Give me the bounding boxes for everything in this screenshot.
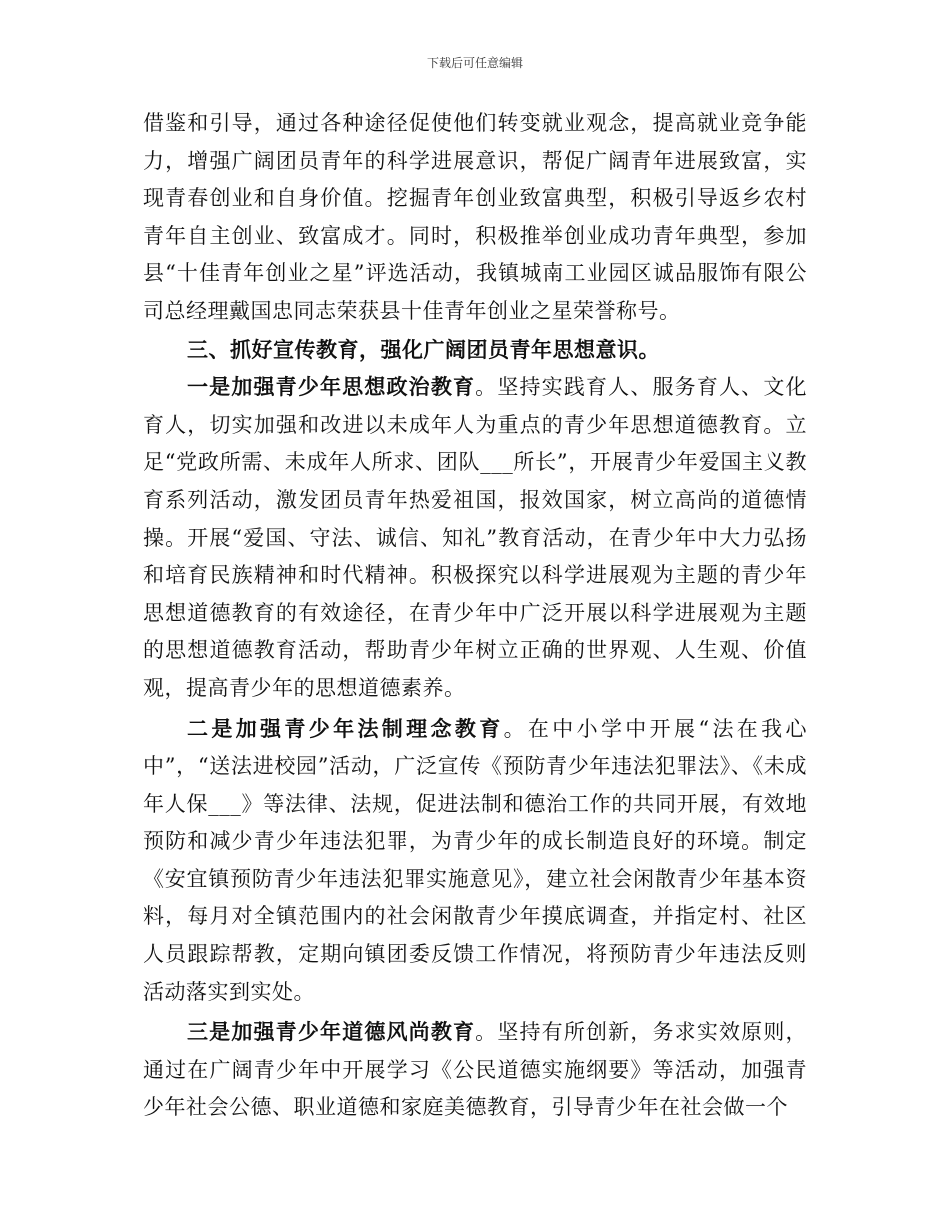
paragraph-moral-education [143, 1013, 807, 1127]
paragraph-text: 借鉴和引导，通过各种途径促使他们转变就业观念，提高就业竞争能力，增强广阔团员青年的科学进展意识，帮促广阔青年进展致富，实现青春创业和自身价值。挖掘青年创业致富典型，积极引导返乡农村青年自主创业、致富成才。同时，积极推举创业成功青年典型，参加县“十佳青年创业之星”评选活动，我镇城南工业园区诚品服饰有限公司总经理戴国忠同志荣获县十佳青年创业之星荣誉称号。 [143, 111, 807, 323]
paragraph-text: 。在中小学中开展“法在我心中”，“送法进校园”活动，广泛宣传《预防青少年违法犯罪法》、《未成年人保___》等法律、法规，促进法制和德治工作的共同开展，有效地预防和减少青少年违法犯罪，为青少年的成长制造良好的环境。制定《安宜镇预防青少年违法犯罪实施意见》，建立社会闲散青少年基本资料，每月对全镇范围内的社会闲散青少年摸底调查，并指定村、社区人员跟踪帮教，定期向镇团委反馈工作情况，将预防青少年违法反则活动落实到实处。 [143, 716, 807, 1004]
page-header: 下载后可任意编辑 [426, 56, 523, 70]
paragraph-text: 。坚持实践育人、服务育人、文化育人，切实加强和改进以未成年人为重点的青少年思想道德教育。立足“党政所需、未成年人所求、团队___所长”，开展青少年爱国主义教育系列活动，激发团员青年热爱祖国，报效国家，树立高尚的道德情操。开展“爱国、守法、诚信、知礼”教育活动，在青少年中大力弘扬和培育民族精神和时代精神。积极探究以科学进展观为主题的青少年思想道德教育的有效途径，在青少年中广泛开展以科学进展观为主题的思想道德教育活动，帮助青少年树立正确的世界观、人生观、价值观，提高青少年的思想道德素养。 [143, 375, 808, 700]
section-heading-text: 三、抓好宣传教育，强化广阔团员青年思想意识。 [187, 336, 660, 362]
document-body [143, 105, 807, 1127]
paragraph-lead: 二是加强青少年法制理念教育 [187, 715, 504, 741]
section-heading [143, 331, 807, 369]
paragraph-lead: 一是加强青少年思想政治教育 [187, 374, 476, 400]
paragraph-legal-education [143, 710, 807, 1012]
paragraph-text: 。坚持有所创新，务求实效原则，通过在广阔青少年中开展学习《公民道德实施纲要》等活动，加强青少年社会公德、职业道德和家庭美德教育，引导青少年在社会做一个 [143, 1020, 808, 1120]
paragraph-ideology-education [143, 368, 807, 707]
paragraph-lead: 三是加强青少年道德风尚教育 [187, 1019, 476, 1045]
paragraph-continued [143, 105, 807, 331]
